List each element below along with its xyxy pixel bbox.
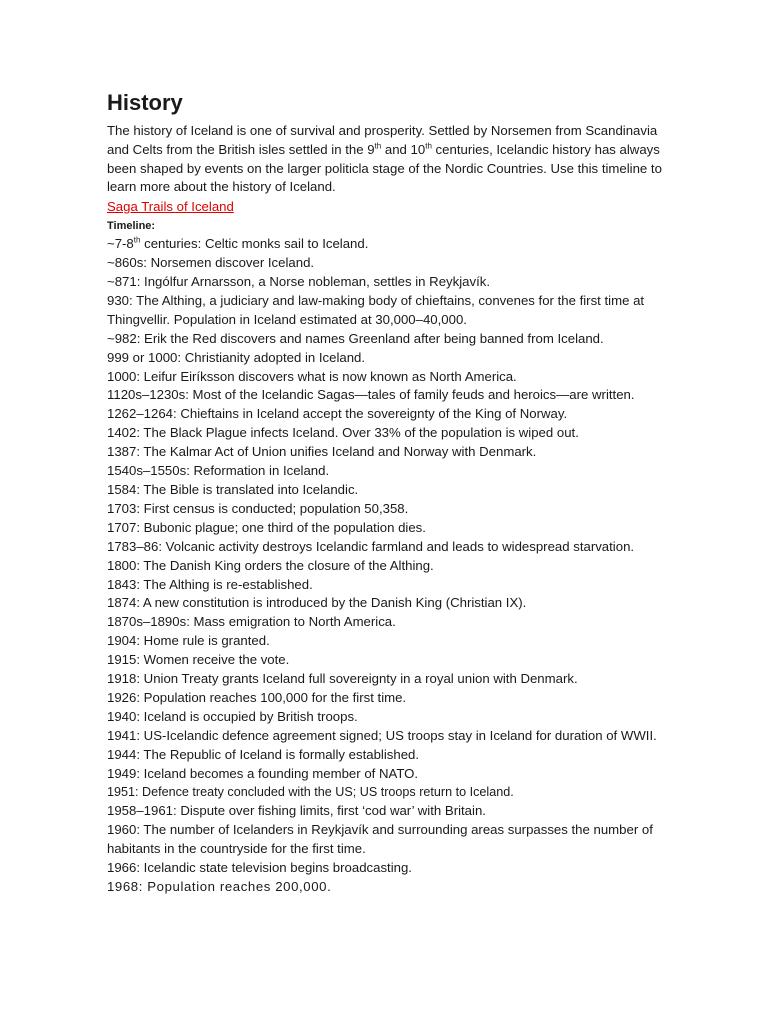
timeline-entry: 1968: Population reaches 200,000. (107, 879, 332, 894)
timeline-entry: 1870s–1890s: Mass emigration to North America. (107, 614, 396, 630)
timeline-entry: 1540s–1550s: Reformation in Iceland. (107, 463, 330, 479)
intro-paragraph (107, 122, 667, 197)
timeline-entry: 1707: Bubonic plague; one third of the population dies. (107, 519, 426, 535)
timeline-entry: ~871: Ingólfur Arnarsson, a Norse nobleman, settles in Reykjavík. (107, 274, 491, 289)
timeline-entry: 1951: Defence treaty concluded with the US; US troops return to Iceland. (107, 785, 514, 800)
timeline-entry: 1874: A new constitution is introduced by the Danish King (Christian IX). (107, 595, 527, 611)
timeline-entry: 1960: The number of Icelanders in Reykjavík and surrounding areas surpasses the number of habitants in the countryside for the first time. (107, 822, 653, 857)
timeline-entry (107, 235, 667, 254)
timeline-entry: 1940: Iceland is occupied by British troops. (107, 708, 358, 724)
timeline-entry: 1783–86: Volcanic activity destroys Icelandic farmland and leads to widespread starvation. (107, 538, 635, 554)
timeline-entry: 930: The Althing, a judiciary and law-making body of chieftains, convenes for the first time at Thingvellir. Population in Iceland estimated at 30,000–40,000. (107, 292, 645, 327)
timeline-entry: 1904: Home rule is granted. (107, 633, 270, 649)
timeline-entry: 1941: US-Icelandic defence agreement signed; US troops stay in Iceland for duration of WWII. (107, 727, 657, 743)
timeline-entry-pre: ~7-8 (107, 236, 134, 252)
timeline-entry: ~860s: Norsemen discover Iceland. (107, 255, 315, 271)
document-page (107, 88, 667, 897)
saga-trails-link[interactable]: Saga Trails of Iceland (107, 199, 234, 215)
timeline-entry: 1387: The Kalmar Act of Union unifies Iceland and Norway with Denmark. (107, 444, 537, 460)
timeline-entry: 1800: The Danish King orders the closure of the Althing. (107, 557, 434, 573)
intro-sup-2: th (425, 141, 432, 151)
timeline-entry: 1915: Women receive the vote. (107, 652, 290, 668)
timeline-entry: 1918: Union Treaty grants Iceland full sovereignty in a royal union with Denmark. (107, 671, 578, 687)
intro-text-2: and 10 (381, 141, 426, 157)
timeline-entry-post: centuries: Celtic monks sail to Iceland. (140, 236, 369, 252)
timeline-entry: ~982: Erik the Red discovers and names Greenland after being banned from Iceland. (107, 330, 604, 346)
timeline-entry: 999 or 1000: Christianity adopted in Iceland. (107, 349, 366, 365)
intro-text-1: The history of Iceland is one of survival and prosperity. Settled by Norsemen from Scandinavia and Celts from the British isles settled in the 9 (107, 123, 658, 157)
timeline-entry: 1958–1961: Dispute over fishing limits, first ‘cod war’ with Britain. (107, 803, 486, 819)
timeline-entry: 1926: Population reaches 100,000 for the first time. (107, 689, 407, 705)
timeline-entry: 1120s–1230s: Most of the Icelandic Sagas—tales of family feuds and heroics—are written. (107, 387, 635, 403)
timeline-entry: 1262–1264: Chieftains in Iceland accept the sovereignty of the King of Norway. (107, 406, 568, 422)
page-title: History (107, 90, 183, 115)
intro-text-3: centuries, Icelandic history has always been shaped by events on the larger politicla stage of the Nordic Countries. Use this timeline to learn more about the history of Iceland. (107, 141, 662, 195)
intro-sup-1: th (374, 141, 382, 151)
timeline-entry: 1402: The Black Plague infects Iceland. Over 33% of the population is wiped out. (107, 425, 579, 441)
timeline-entry: 1703: First census is conducted; population 50,358. (107, 500, 409, 516)
timeline-entry-sup: th (133, 235, 141, 245)
timeline-entry: 1966: Icelandic state television begins broadcasting. (107, 860, 412, 876)
timeline-list (107, 235, 667, 897)
timeline-heading: Timeline: (107, 220, 156, 233)
timeline-entry: 1944: The Republic of Iceland is formally established. (107, 746, 420, 762)
timeline-entry: 1843: The Althing is re-established. (107, 576, 313, 592)
timeline-entry: 1949: Iceland becomes a founding member of NATO. (107, 765, 419, 781)
timeline-entry: 1000: Leifur Eiríksson discovers what is now known as North America. (107, 368, 517, 384)
timeline-entry: 1584: The Bible is translated into Icelandic. (107, 481, 359, 497)
